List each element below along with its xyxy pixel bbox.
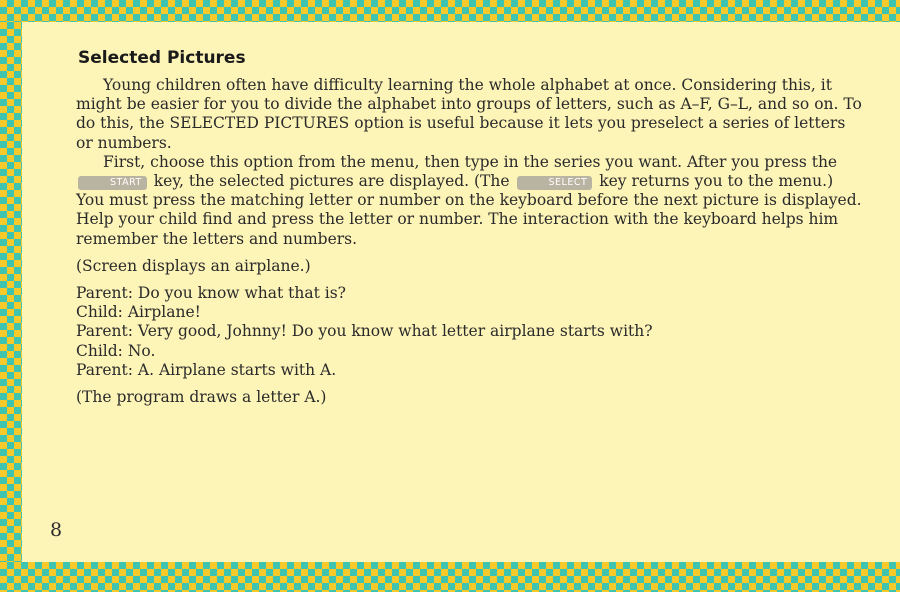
instructions-text-2: key, the selected pictures are displayed. (The [153, 172, 510, 191]
checkered-border-bottom [0, 562, 900, 592]
instructions-text-1: First, choose this option from the menu, then type in the series you want. After you press the [103, 152, 838, 171]
screen-note: (Screen displays an airplane.) [76, 256, 311, 275]
instructions-text-3: key returns you to the menu.) You must press the matching letter or number on the keyboard before the next picture is displayed. Help your child find and press the letter or number. The interaction with the keyboard helps him remember the letters and numbers. [76, 172, 862, 248]
dialogue-line: Child: No. [76, 341, 156, 360]
body-text [76, 76, 866, 407]
dialogue-line: Parent: Do you know what that is? [76, 284, 346, 303]
dialogue-block [76, 284, 866, 380]
page-number: 8 [50, 519, 63, 541]
dialogue-line: Child: Airplane! [76, 303, 201, 322]
dialogue-line: Parent: A. Airplane starts with A. [76, 360, 337, 379]
checkered-border-left [0, 22, 22, 562]
dialogue-line: Parent: Very good, Johnny! Do you know what letter airplane starts with? [76, 322, 653, 341]
instructions-paragraph [76, 153, 866, 249]
closing-note: (The program draws a letter A.) [76, 388, 327, 407]
manual-page [22, 22, 900, 562]
section-heading: Selected Pictures [78, 48, 246, 68]
start-key-badge: START [78, 176, 147, 190]
intro-paragraph: Young children often have difficulty learning the whole alphabet at once. Considering this, it might be easier for you to divide the alphabet into groups of letters, such as A–F, G–L, and so on. To do this, the SELECTED PICTURES option is useful because it lets you preselect a series of letters or numbers. [76, 76, 862, 152]
select-key-badge: SELECT [517, 176, 593, 190]
checkered-border-top [0, 0, 900, 22]
